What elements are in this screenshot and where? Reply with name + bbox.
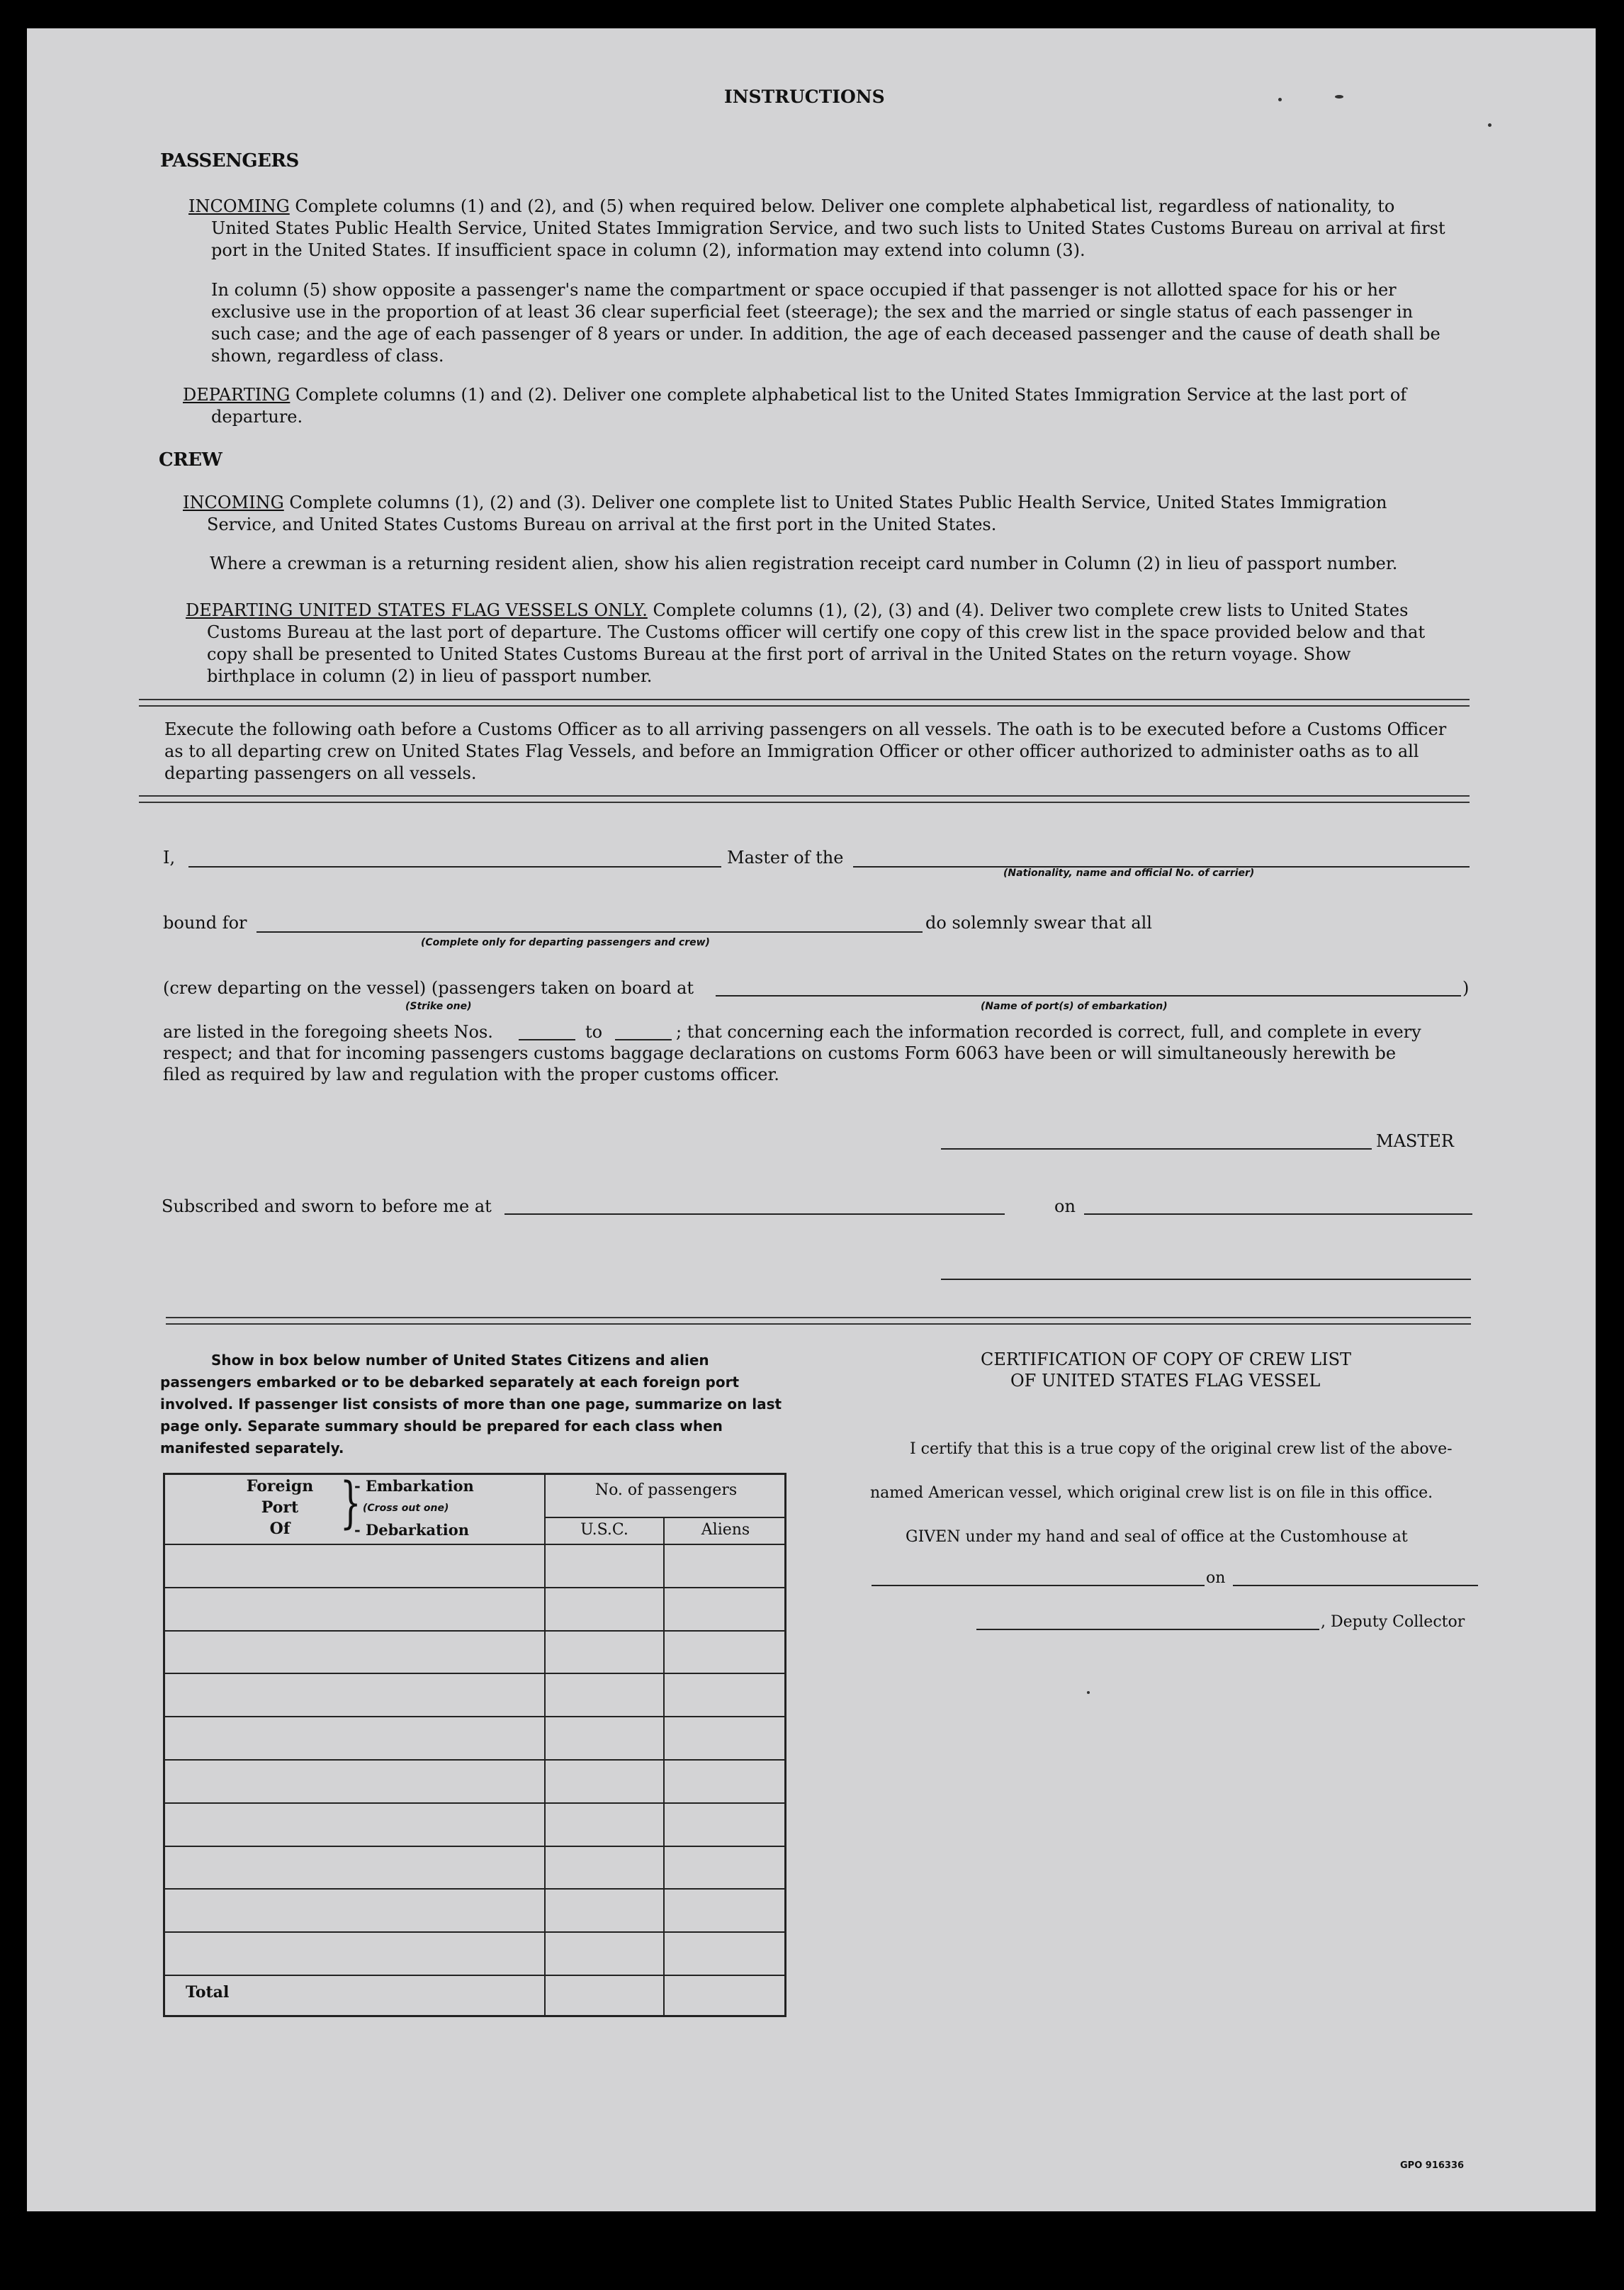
cert-on-word: on	[1206, 1569, 1226, 1587]
sheet-to-line	[615, 1039, 672, 1040]
passengers-incoming-text: Complete columns (1) and (2), and (5) when required below. Deliver one complete alphabetical list, regardless of nationality, to United States Public Health Service, United States Immigration Service, and two such lists to United States Customs Bureau on arrival at first port in the United States. If insufficient space in column (2), information may extend into column (3).	[211, 196, 1445, 260]
table-row-line	[163, 1975, 786, 1976]
scan-speck	[1278, 98, 1282, 101]
total-label: Total	[186, 1983, 230, 2002]
cross-out-caption: (Cross out one)	[363, 1503, 449, 1514]
crew-incoming-label: INCOMING	[183, 493, 284, 512]
brace-icon: }	[339, 1471, 361, 1535]
master-signature-line	[941, 1148, 1372, 1150]
table-row-line	[163, 1673, 786, 1674]
table-row-line	[163, 1931, 786, 1933]
oath-i-label: I,	[163, 848, 176, 868]
col-port: Port	[261, 1498, 299, 1517]
table-row-line	[163, 1759, 786, 1761]
complete-only-caption: (Complete only for departing passengers and crew)	[421, 937, 710, 948]
passengers-column5	[211, 279, 1450, 367]
to-word: to	[585, 1022, 603, 1042]
master-label: MASTER	[1376, 1131, 1454, 1151]
crew-departing-text: Complete columns (1), (2), (3) and (4). Deliver two complete crew lists to United States Customs Bureau at the last port of departure. The Customs officer will certify one copy of this crew list in the space provided below and that copy shall be presented to United States Customs Bureau at the first port of arrival in the United States on the return voyage. Show birthplace in column (2) in lieu of passport number.	[207, 600, 1426, 686]
table-vline-2	[663, 1517, 665, 2017]
sworn-on-word: on	[1054, 1196, 1076, 1216]
passengers-incoming	[188, 196, 1450, 262]
table-hline-header	[163, 1544, 786, 1545]
usc-header: U.S.C.	[580, 1521, 628, 1539]
passengers-incoming-label: INCOMING	[188, 196, 290, 216]
strike-one-caption: (Strike one)	[405, 1001, 472, 1012]
instructions-heading: INSTRUCTIONS	[724, 86, 885, 107]
summary-instructions-text: Show in box below number of United States Citizens and alien passengers embarked or to be debarked separately at each foreign port involved. If passenger list consists of more than one page, summarize on last page only. Separate summary should be prepared for each class when manifested separately.	[160, 1352, 782, 1456]
table-row-line	[163, 1846, 786, 1847]
crew-incoming	[183, 492, 1438, 536]
col-foreign: Foreign	[246, 1477, 314, 1495]
col-of: Of	[269, 1520, 291, 1538]
close-paren: )	[1462, 978, 1470, 998]
crew-incoming-text: Complete columns (1), (2) and (3). Deliver one complete list to United States Public Health Service, United States Immigration Service, and United States Customs Bureau on arrival at the first port in the United States.	[207, 493, 1387, 534]
crew-passengers-label: (crew departing on the vessel) (passengers taken on board at	[163, 978, 694, 998]
passengers-departing	[183, 384, 1450, 428]
listed-suffix: ; that concerning each the information recorded is correct, full, and complete in every	[676, 1022, 1421, 1042]
listed-line2: respect; and that for incoming passengers customs baggage declarations on customs Form 6063 have been or will simultaneously herewith be	[163, 1043, 1397, 1063]
cert-date-line	[1233, 1585, 1478, 1586]
crew-title: CREW	[159, 449, 222, 471]
subscribed-label: Subscribed and sworn to before me at	[162, 1196, 492, 1216]
crew-departing-label: DEPARTING UNITED STATES FLAG VESSELS ONLY.	[186, 600, 648, 620]
nationality-caption: (Nationality, name and official No. of carrier)	[1003, 868, 1255, 879]
double-rule-2	[139, 795, 1470, 803]
bound-for-label: bound for	[163, 913, 247, 933]
ports-caption: (Name of port(s) of embarkation)	[981, 1001, 1168, 1012]
oath-instructions-text: Execute the following oath before a Customs Officer as to all arriving passengers on all vessels. The oath is to be executed before a Customs Officer as to all departing crew on United States Flag Vessels, and before an Immigration Officer or other officer authorized to administer oaths as to all departing passengers on all vessels.	[164, 719, 1447, 783]
crew-departing	[186, 600, 1441, 687]
debarkation-label: - Debarkation	[354, 1521, 470, 1539]
cert-line1: I certify that this is a true copy of the original crew list of the above-	[910, 1440, 1453, 1458]
master-name-line	[188, 866, 721, 868]
listed-line3: filed as required by law and regulation with the proper customs officer.	[163, 1065, 779, 1084]
passengers-column5-text: In column (5) show opposite a passenger's name the compartment or space occupied if that passenger is not allotted space for his or her exclusive use in the proportion of at least 36 clear superficial feet (steerage); the sex and the married or single status of each passenger in such case; and the age of each passenger of 8 years or under. In addition, the age of each deceased passenger and the cause of death shall be shown, regardless of class.	[211, 280, 1440, 366]
summary-instructions	[160, 1349, 782, 1459]
oath-instructions	[164, 719, 1468, 785]
table-row-line	[163, 1630, 786, 1632]
bound-for-line	[256, 931, 923, 933]
passenger-summary-table	[163, 1473, 786, 2017]
solemnly-swear-label: do solemnly swear that all	[925, 913, 1152, 933]
cert-title-line2: OF UNITED STATES FLAG VESSEL	[1010, 1371, 1321, 1391]
aliens-header: Aliens	[701, 1521, 750, 1539]
embarkation-label: - Embarkation	[354, 1477, 474, 1495]
deputy-collector-label: , Deputy Collector	[1321, 1613, 1465, 1631]
cert-line2: named American vessel, which original crew list is on file in this office.	[870, 1484, 1433, 1502]
double-rule-3	[166, 1317, 1471, 1325]
scan-speck	[1087, 1691, 1090, 1694]
table-row-line	[163, 1802, 786, 1804]
sworn-place-line	[504, 1213, 1005, 1215]
passengers-departing-text: Complete columns (1) and (2). Deliver one complete alphabetical list to the United States Immigration Service at the last port of departure.	[211, 385, 1407, 427]
deputy-signature-line	[976, 1629, 1319, 1630]
table-row-line	[163, 1587, 786, 1588]
table-row-line	[163, 1888, 786, 1890]
double-rule-1	[139, 699, 1470, 707]
passengers-title: PASSENGERS	[160, 150, 299, 172]
table-row-line	[163, 1716, 786, 1717]
cert-title-line1: CERTIFICATION OF COPY OF CREW LIST	[981, 1349, 1352, 1369]
passengers-departing-label: DEPARTING	[183, 385, 291, 405]
scan-speck	[1335, 95, 1343, 99]
scan-speck	[1488, 123, 1492, 127]
crew-resident-text: Where a crewman is a returning resident alien, show his alien registration receipt card number in Column (2) in lieu of passport number.	[210, 554, 1398, 573]
footer-code: GPO 916336	[1400, 2160, 1465, 2171]
master-of-the-label: Master of the	[727, 848, 844, 868]
officer-signature-line	[941, 1279, 1471, 1280]
crew-resident	[210, 553, 1457, 575]
customhouse-line	[872, 1585, 1205, 1586]
no-passengers-header: No. of passengers	[594, 1481, 738, 1499]
listed-prefix: are listed in the foregoing sheets Nos.	[163, 1022, 493, 1042]
table-hline-sub	[544, 1517, 786, 1518]
sworn-date-line	[1084, 1213, 1472, 1215]
sheet-from-line	[519, 1039, 575, 1040]
cert-line3: GIVEN under my hand and seal of office at the Customhouse at	[906, 1528, 1408, 1546]
ports-line	[716, 995, 1461, 997]
table-vline-1	[544, 1473, 546, 2017]
